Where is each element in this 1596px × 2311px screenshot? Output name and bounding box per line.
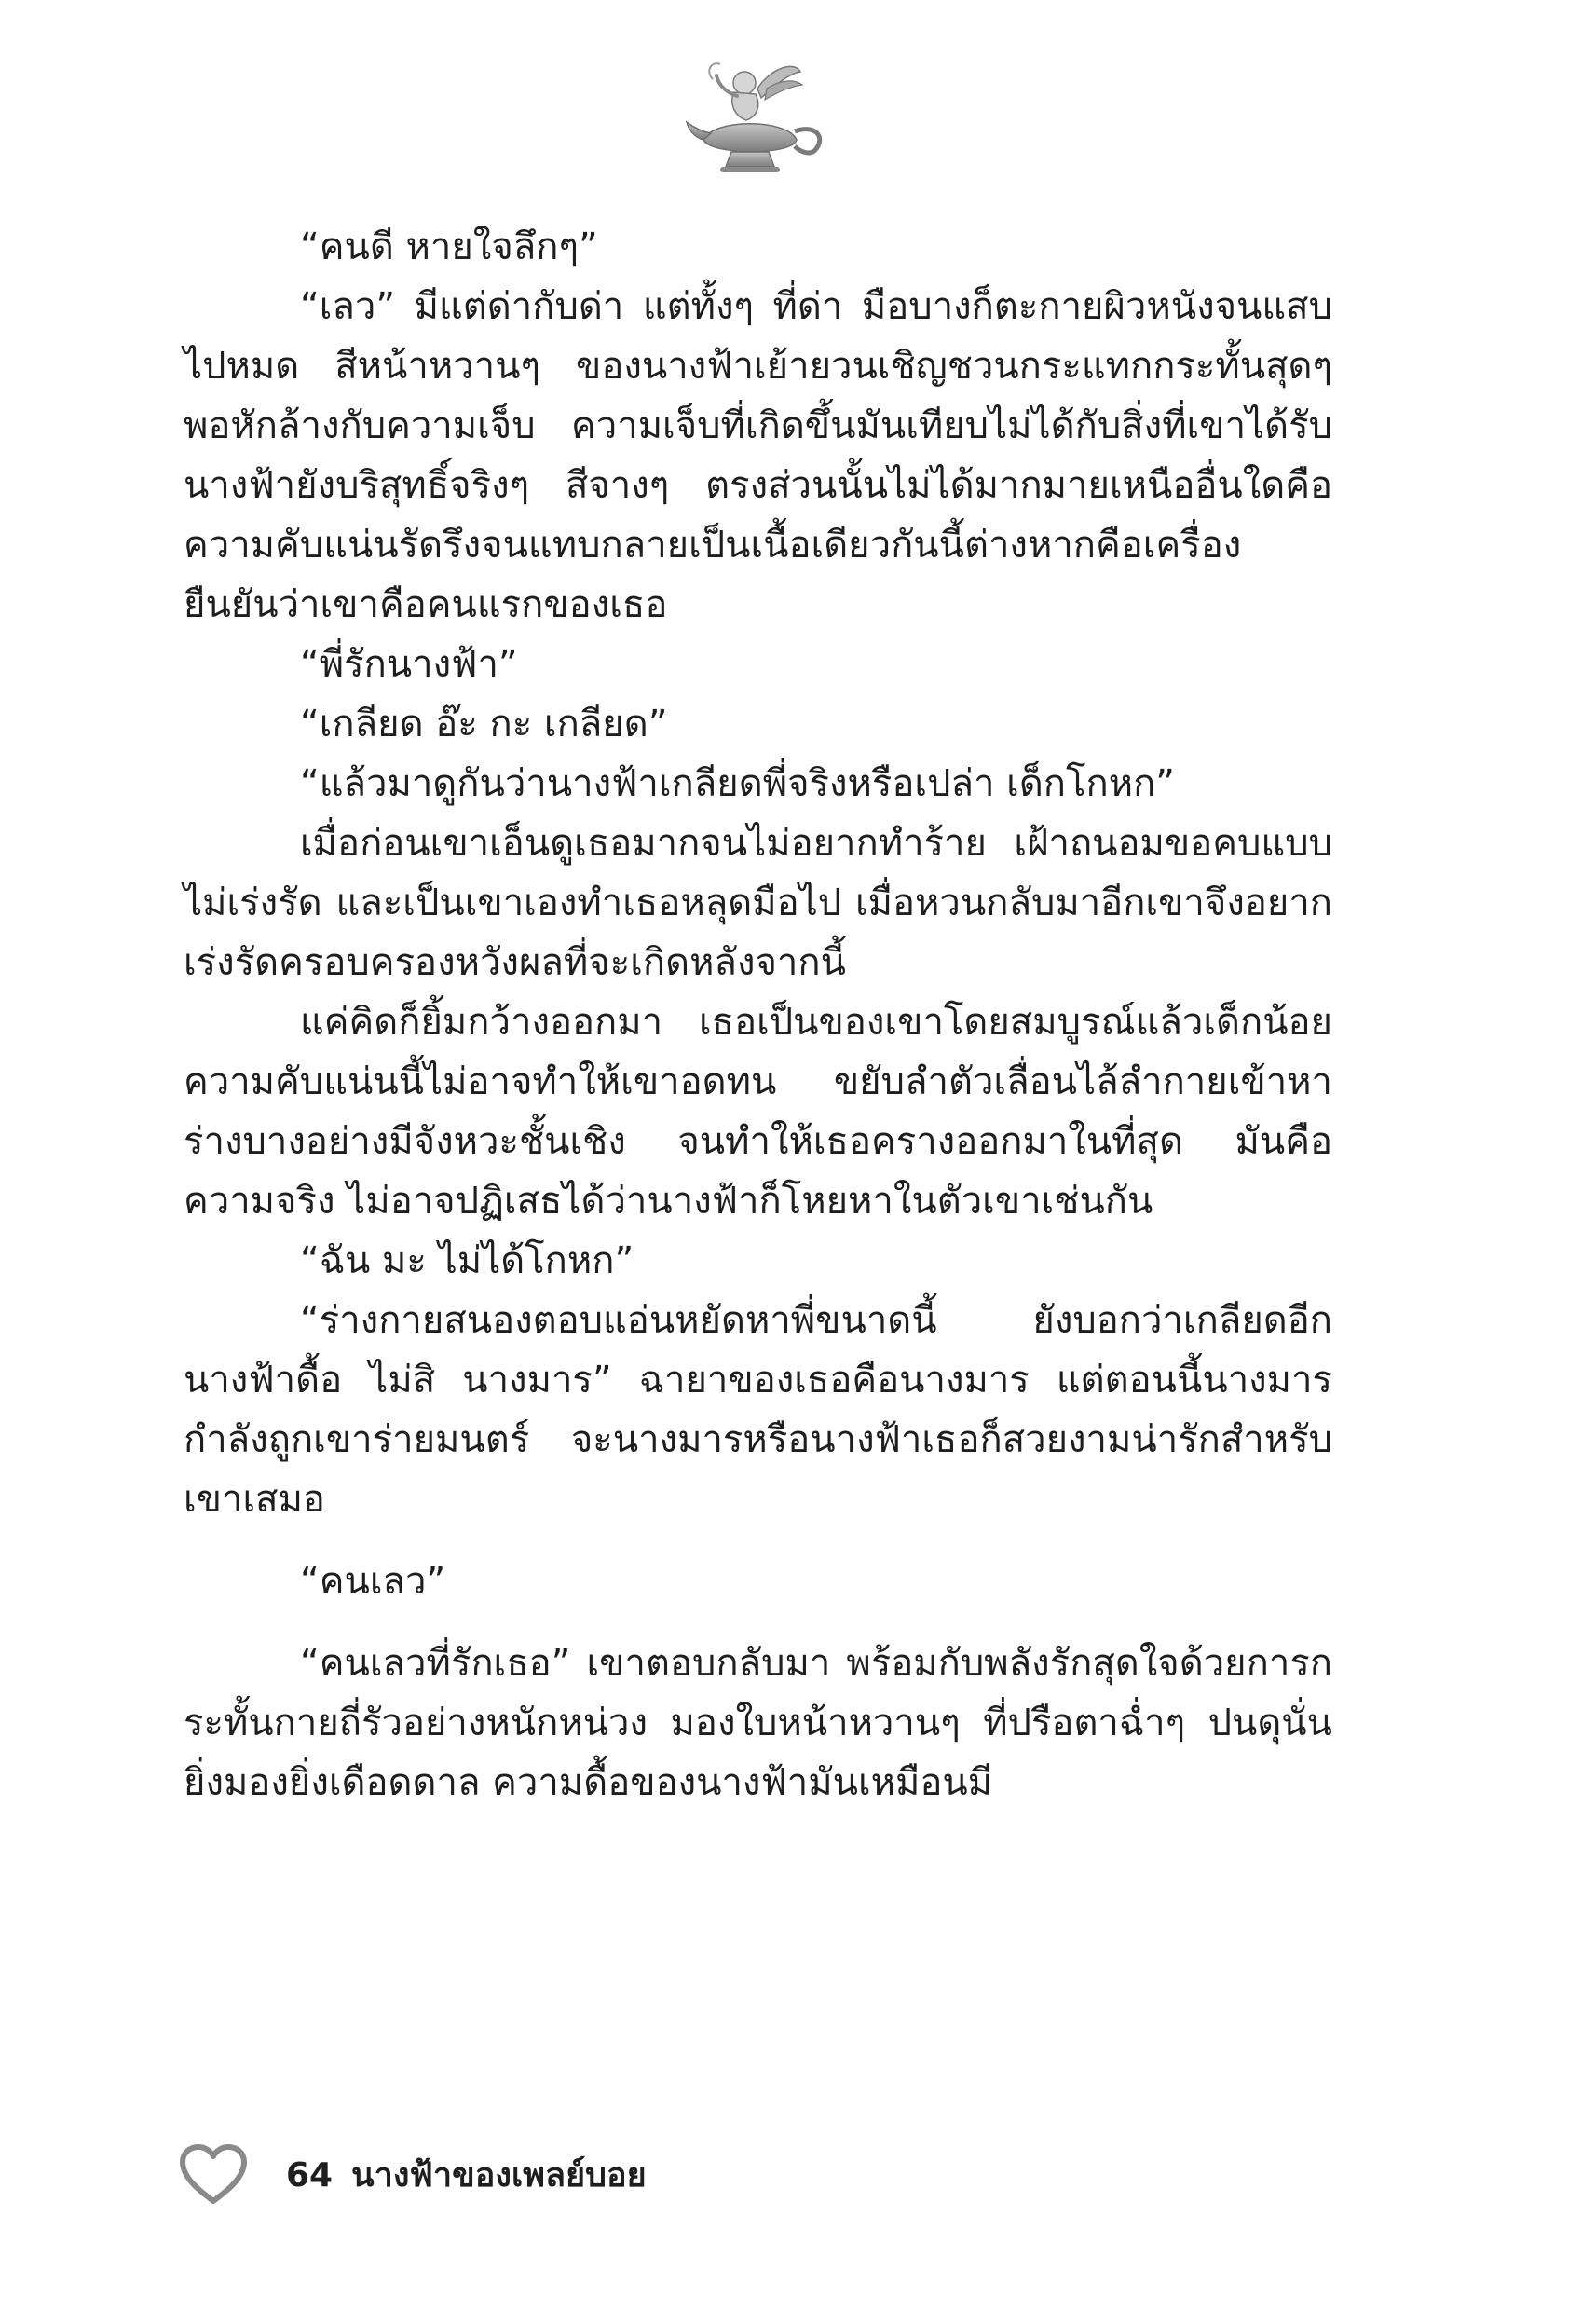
paragraph: “คนเลวที่รักเธอ” เขาตอบกลับมา พร้อมกับพลังรักสุดใจด้วยการกระทั้นกายถี่รัวอย่างหนักหน่วง มองใบหน้าหวานๆ ที่ปรือตาฉ่ำๆ ปนดุนั่น ยิ่งมองยิ่งเดือดดาล ความดื้อของนางฟ้ามันเหมือนมี <box>184 1642 1332 1804</box>
book-title: นางฟ้าของเพลย์บอย <box>351 2156 647 2195</box>
paragraph: “เกลียด อ๊ะ กะ เกลียด” <box>300 703 668 745</box>
paragraph: “คนดี หายใจลึกๆ” <box>300 226 598 268</box>
paragraph: “ฉัน มะ ไม่ได้โกหก” <box>300 1239 634 1282</box>
heart-outline-icon <box>179 2143 248 2205</box>
page-number: 64 <box>286 2156 334 2195</box>
page-footer <box>179 2143 1111 2227</box>
cherub-teapot-ornament-icon <box>685 51 829 182</box>
paragraph: “แล้วมาดูกันว่านางฟ้าเกลียดพี่จริงหรือเปล่า เด็กโกหก” <box>300 762 1176 805</box>
body-text <box>184 217 1332 1812</box>
paragraph: เมื่อก่อนเขาเอ็นดูเธอมากจนไม่อยากทำร้าย เฝ้าถนอมขอคบแบบไม่เร่งรัด และเป็นเขาเองทำเธอหลุดมือไป เมื่อหวนกลับมาอีกเขาจึงอยากเร่งรัดครอบครองหวังผลที่จะเกิดหลังจากนี้ <box>184 822 1332 984</box>
paragraph: “เลว” มีแต่ด่ากับด่า แต่ทั้งๆ ที่ด่า มือบางก็ตะกายผิวหนังจนแสบไปหมด สีหน้าหวานๆ ของนางฟ้าเย้ายวนเชิญชวนกระแทกกระทั้นสุดๆ พอหักล้างกับความเจ็บ ความเจ็บที่เกิดขึ้นมันเทียบไม่ได้กับสิ่งที่เขาได้รับ นางฟ้ายังบริสุทธิ์จริงๆ สีจางๆ ตรงส่วนนั้นไม่ได้มากมายเหนืออื่นใดคือความคับแน่นรัดรึงจนแทบกลายเป็นเนื้อเดียวกันนี้ต่างหากคือเครื่องยืนยันว่าเขาคือคนแรกของเธอ <box>184 285 1332 626</box>
paragraph: “ร่างกายสนองตอบแอ่นหยัดหาพี่ขนาดนี้ ยังบอกว่าเกลียดอีกนางฟ้าดื้อ ไม่สิ นางมาร” ฉายาของเธอคือนางมาร แต่ตอนนี้นางมารกำลังถูกเขาร่ายมนตร์ จะนางมารหรือนางฟ้าเธอก็สวยงามน่ารักสำหรับเขาเสมอ <box>184 1299 1332 1521</box>
paragraph: “พี่รักนางฟ้า” <box>300 643 518 686</box>
paragraph: แค่คิดก็ยิ้มกว้างออกมา เธอเป็นของเขาโดยสมบูรณ์แล้วเด็กน้อยความคับแน่นนี้ไม่อาจทำให้เขาอดทน ขยับลำตัวเลื่อนไล้ลำกายเข้าหาร่างบางอย่างมีจังหวะชั้นเชิง จนทำให้เธอครางออกมาในที่สุด มันคือความจริง ไม่อาจปฏิเสธได้ว่านางฟ้าก็โหยหาในตัวเขาเช่นกัน <box>184 1001 1332 1223</box>
paragraph: “คนเลว” <box>300 1560 446 1603</box>
